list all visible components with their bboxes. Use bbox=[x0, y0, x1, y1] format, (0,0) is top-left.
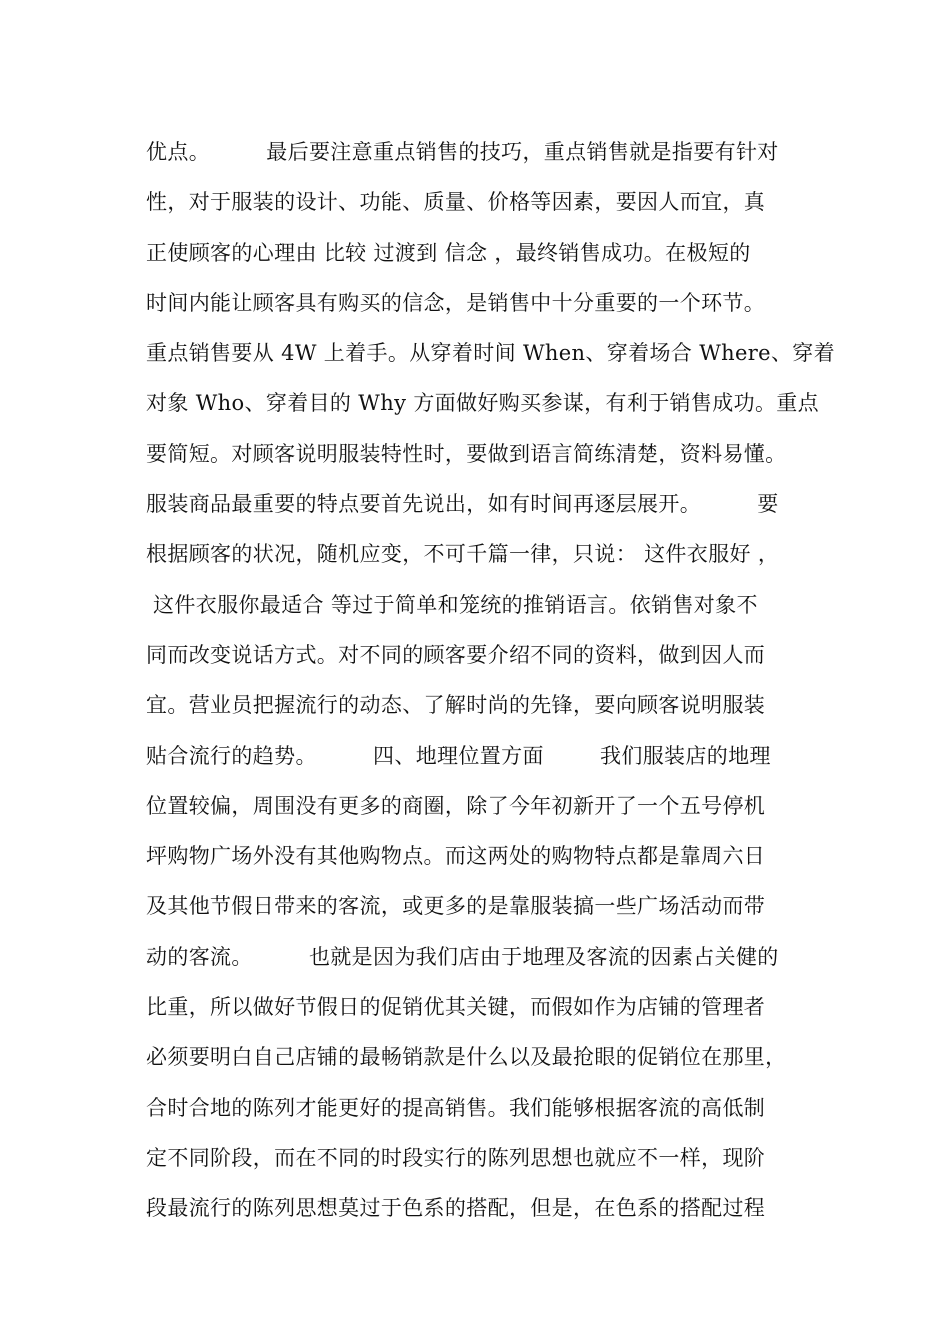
text-line: 合时合地的陈列才能更好的提高销售。我们能够根据客流的高低制 bbox=[146, 1095, 766, 1120]
text-line: 段最流行的陈列思想莫过于色系的搭配，但是，在色系的搭配过程 bbox=[146, 1196, 766, 1221]
text-line: 同而改变说话方式。对不同的顾客要介绍不同的资料，做到因人而 bbox=[146, 642, 766, 667]
text-line: 贴合流行的趋势。 四、地理位置方面 我们服装店的地理 bbox=[146, 743, 771, 768]
text-line: 时间内能让顾客具有购买的信念，是销售中十分重要的一个环节。 bbox=[146, 290, 766, 315]
text-line: 对象 Who、穿着目的 Why 方面做好购买参谋，有利于销售成功。重点 bbox=[146, 391, 819, 416]
text-line: 比重，所以做好节假日的促销优其关键，而假如作为店铺的管理者 bbox=[146, 995, 766, 1020]
text-line: 重点销售要从 4W 上着手。从穿着时间 When、穿着场合 Where、穿着 bbox=[146, 341, 836, 366]
text-line: 根据顾客的状况，随机应变，不可千篇一律，只说： 这件衣服好 ， bbox=[146, 542, 780, 567]
text-line: 要简短。对顾客说明服装特性时，要做到语言简练清楚，资料易懂。 bbox=[146, 441, 787, 466]
text-line: 位置较偏，周围没有更多的商圈，除了今年初新开了一个五号停机 bbox=[146, 793, 766, 818]
text-line: 必须要明白自己店铺的最畅销款是什么以及最抢眼的促销位在那里， bbox=[146, 1045, 787, 1070]
body-text bbox=[146, 131, 836, 1238]
text-line: 正使顾客的心理由 比较 过渡到 信念 ，最终销售成功。在极短的 bbox=[146, 240, 751, 265]
text-line: 定不同阶段，而在不同的时段实行的陈列思想也就应不一样，现阶 bbox=[146, 1145, 766, 1170]
text-line: 动的客流。 也就是因为我们店由于地理及客流的因素占关健的 bbox=[146, 944, 779, 969]
text-line: 坪购物广场外没有其他购物点。而这两处的购物特点都是靠周六日 bbox=[146, 844, 766, 869]
text-line: 宜。营业员把握流行的动态、了解时尚的先锋，要向顾客说明服装 bbox=[146, 693, 766, 718]
text-line: 服装商品最重要的特点要首先说出，如有时间再逐层展开。 要 bbox=[146, 492, 779, 517]
text-line: 这件衣服你最适合 等过于简单和笼统的推销语言。依销售对象不 bbox=[146, 592, 758, 617]
text-line: 性，对于服装的设计、功能、质量、价格等因素，要因人而宜，真 bbox=[146, 190, 766, 215]
text-line: 优点。 最后要注意重点销售的技巧，重点销售就是指要有针对 bbox=[146, 140, 779, 164]
text-line: 及其他节假日带来的客流，或更多的是靠服装搞一些广场活动而带 bbox=[146, 894, 766, 919]
